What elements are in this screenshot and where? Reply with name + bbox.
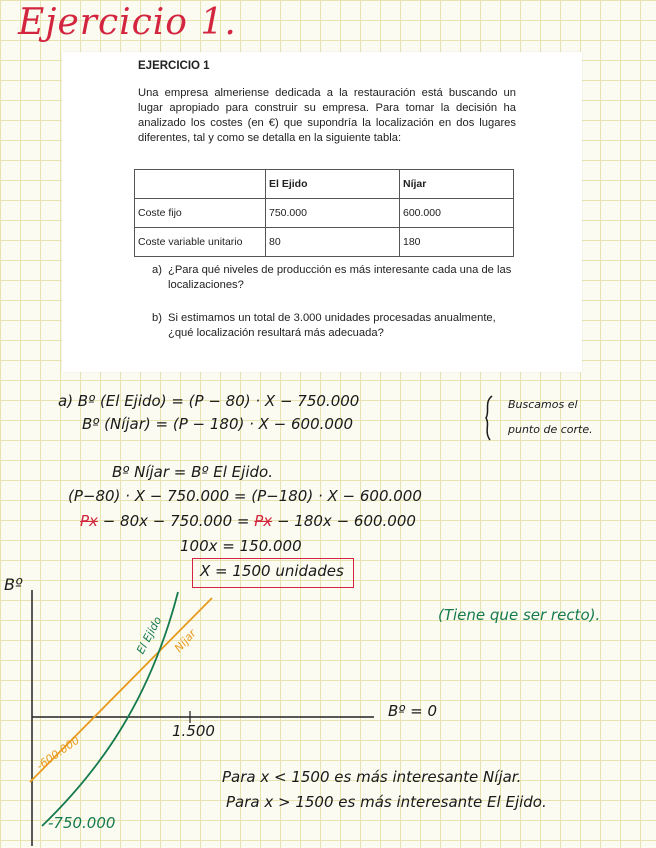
question-text: ¿Para qué niveles de producción es más interesante cada una de las localizaciones?	[168, 264, 512, 291]
table-cell: 180	[400, 228, 514, 257]
equation-part: − 180x − 600.000	[272, 512, 416, 530]
equation-part: − 80x − 750.000 =	[97, 512, 255, 530]
question-label: a)	[152, 264, 162, 276]
table-cell: 600.000	[400, 199, 514, 228]
table-header-cell: El Ejido	[266, 170, 400, 199]
crossed-term: Px	[80, 512, 98, 530]
exercise-heading: EJERCICIO 1	[138, 60, 210, 72]
note-side-1: Buscamos el	[508, 398, 578, 411]
question-text: Si estimamos un total de 3.000 unidades procesadas anualmente, ¿qué localización resultará más adecuada?	[168, 312, 496, 339]
note-conclusion-2: Para x > 1500 es más interesante El Ejido.	[226, 793, 547, 811]
note-side-2: punto de corte.	[508, 423, 593, 436]
graph-x-tick-label: 1.500	[172, 722, 215, 740]
note-equation-1: Bº Níjar = Bº El Ejido.	[112, 463, 273, 481]
table-cell: 750.000	[266, 199, 400, 228]
note-equation-4: 100x = 150.000	[180, 537, 302, 555]
graph-y-value-nijar: -600.000	[34, 733, 82, 773]
note-comment: (Tiene que ser recto).	[438, 606, 601, 624]
table-header-cell: Níjar	[400, 170, 514, 199]
line-label-ejido: El Ejido	[134, 614, 165, 657]
page-title: Ejercicio 1.	[18, 2, 237, 43]
note-line-nijar: Bº (Níjar) = (P − 180) · X − 600.000	[82, 415, 354, 433]
graph-zero-label: Bº = 0	[388, 702, 438, 720]
table-cell: 80	[266, 228, 400, 257]
crossed-term: Px	[254, 512, 273, 530]
note-line-ejido: a) Bº (El Ejido) = (P − 80) · X − 750.000	[58, 392, 360, 410]
note-conclusion-1: Para x < 1500 es más interesante Níjar.	[222, 768, 522, 786]
note-equation-2: (P−80) · X − 750.000 = (P−180) · X − 600.000	[68, 487, 422, 505]
graph-y-label: Bº	[4, 575, 23, 594]
graph-y-value-ejido: -750.000	[48, 814, 116, 832]
table-cell: Coste fijo	[135, 199, 266, 228]
exercise-intro: Una empresa almeriense dedicada a la restauración está buscando un lugar apropiado para construir su empresa. Para tomar la decisión ha analizado los costes (en €) que supondría la localización en dos lugares diferentes, tal y como se detalla en la siguiente tabla:	[138, 87, 516, 144]
question-label: b)	[152, 312, 162, 324]
note-result: X = 1500 unidades	[200, 562, 344, 580]
line-label-nijar: Níjar	[172, 626, 199, 655]
table-cell: Coste variable unitario	[135, 228, 266, 257]
